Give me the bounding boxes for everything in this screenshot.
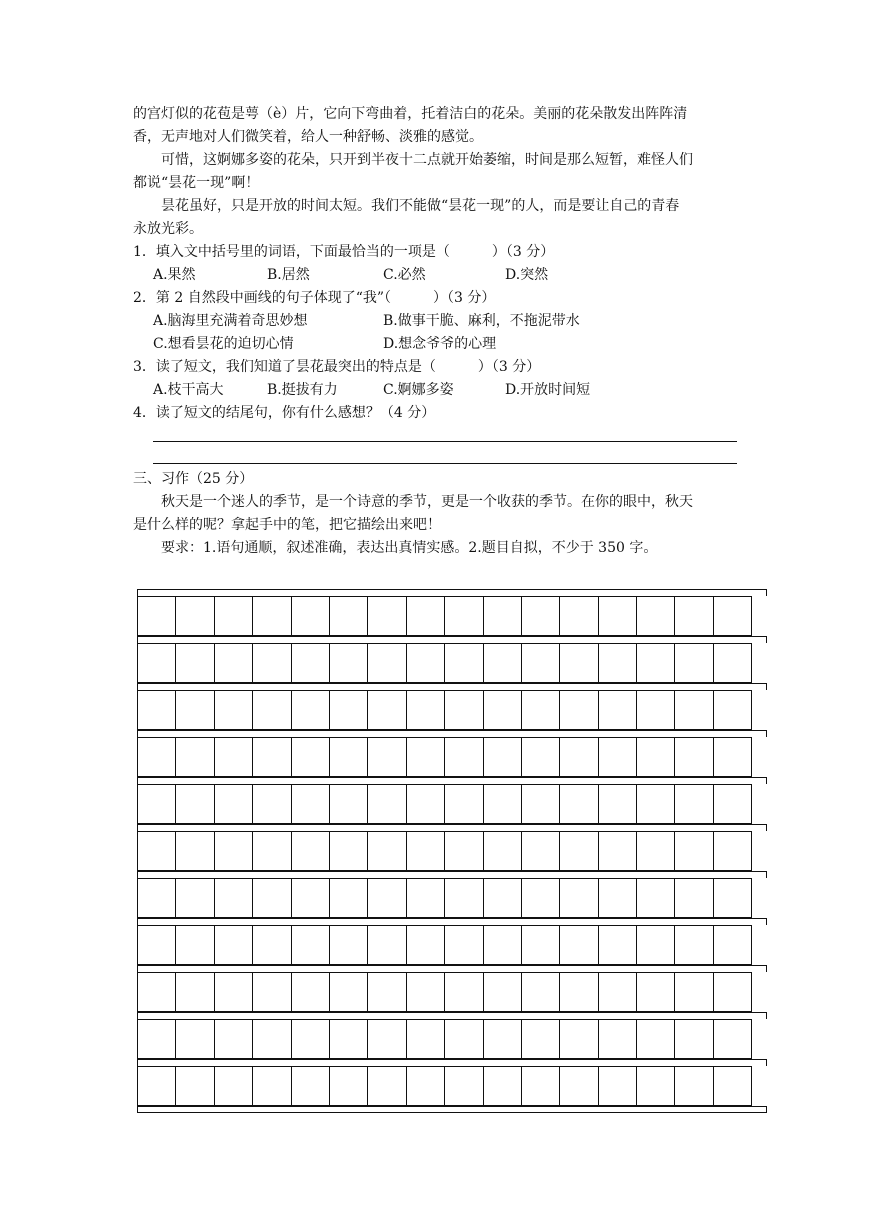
grid-cell[interactable] [713, 972, 752, 1012]
grid-cell[interactable] [674, 690, 713, 730]
grid-row [137, 972, 767, 1012]
grid-cell[interactable] [329, 737, 368, 777]
grid-cell[interactable] [521, 972, 560, 1012]
grid-cell[interactable] [674, 1066, 713, 1106]
grid-spacer [137, 683, 767, 690]
grid-cell[interactable] [444, 1019, 483, 1059]
grid-cell[interactable] [674, 972, 713, 1012]
grid-cell[interactable] [291, 737, 330, 777]
grid-row [137, 596, 767, 636]
grid-cell[interactable] [598, 972, 637, 1012]
grid-cell[interactable] [483, 878, 522, 918]
grid-cell[interactable] [713, 784, 752, 824]
writing-prompt-line: 是什么样的呢？拿起手中的笔，把它描绘出来吧！ [133, 517, 441, 533]
grid-cell[interactable] [444, 643, 483, 683]
grid-cell[interactable] [214, 596, 253, 636]
option-a: A.枝干高大 [153, 382, 224, 398]
answer-line[interactable] [153, 463, 737, 464]
grid-cell[interactable] [483, 1066, 522, 1106]
grid-cell[interactable] [329, 1066, 368, 1106]
grid-cell[interactable] [559, 690, 598, 730]
grid-cell[interactable] [291, 690, 330, 730]
passage-line: 的宫灯似的花苞是萼（è）片，它向下弯曲着，托着洁白的花朵。美丽的花朵散发出阵阵清 [133, 106, 688, 122]
grid-cell[interactable] [559, 878, 598, 918]
grid-cell[interactable] [291, 596, 330, 636]
passage-line: 可惜，这婀娜多姿的花朵，只开到半夜十二点就开始萎缩，时间是那么短暂，难怪人们 [161, 152, 693, 168]
grid-cell[interactable] [559, 972, 598, 1012]
option-a: A.果然 [153, 267, 196, 283]
grid-cell[interactable] [252, 690, 291, 730]
passage-line: 都说“昙花一现”啊！ [133, 175, 260, 191]
grid-cell[interactable] [175, 596, 214, 636]
grid-cell[interactable] [521, 643, 560, 683]
grid-cell[interactable] [175, 878, 214, 918]
grid-cell[interactable] [329, 972, 368, 1012]
grid-cell[interactable] [291, 1066, 330, 1106]
option-c: C.婀娜多姿 [383, 382, 454, 398]
grid-cell[interactable] [483, 737, 522, 777]
grid-cell[interactable] [444, 690, 483, 730]
passage-line: 永放光彩。 [133, 221, 203, 237]
grid-cell[interactable] [636, 643, 675, 683]
grid-cell[interactable] [367, 925, 406, 965]
grid-cell[interactable] [214, 925, 253, 965]
grid-cell[interactable] [444, 878, 483, 918]
grid-cell[interactable] [367, 1066, 406, 1106]
grid-cell[interactable] [444, 1066, 483, 1106]
grid-cell[interactable] [252, 1019, 291, 1059]
grid-cell[interactable] [252, 643, 291, 683]
grid-cell[interactable] [521, 1019, 560, 1059]
grid-cell[interactable] [559, 596, 598, 636]
grid-cell[interactable] [329, 831, 368, 871]
grid-cell[interactable] [175, 831, 214, 871]
grid-cell[interactable] [598, 925, 637, 965]
grid-cell[interactable] [252, 972, 291, 1012]
grid-cell[interactable] [406, 878, 445, 918]
grid-cell[interactable] [329, 784, 368, 824]
grid-spacer [137, 730, 767, 737]
grid-cell[interactable] [483, 831, 522, 871]
grid-cell[interactable] [483, 690, 522, 730]
grid-cell[interactable] [598, 596, 637, 636]
grid-cell[interactable] [636, 737, 675, 777]
question-1: 1．填入文中括号里的词语，下面最恰当的一项是（ ）（3 分） [133, 244, 555, 260]
grid-cell[interactable] [137, 831, 176, 871]
grid-cell[interactable] [329, 690, 368, 730]
grid-cell[interactable] [367, 596, 406, 636]
option-c: C.必然 [383, 267, 426, 283]
option-a: A.脑海里充满着奇思妙想 [153, 313, 308, 329]
grid-cell[interactable] [137, 737, 176, 777]
grid-cell[interactable] [214, 737, 253, 777]
grid-cell[interactable] [674, 784, 713, 824]
grid-cell[interactable] [598, 831, 637, 871]
grid-row [137, 878, 767, 918]
grid-cell[interactable] [674, 1019, 713, 1059]
section-heading: 三、习作（25 分） [133, 471, 254, 487]
composition-grid[interactable] [137, 589, 767, 1113]
grid-cell[interactable] [713, 643, 752, 683]
grid-cell[interactable] [559, 831, 598, 871]
writing-prompt-line: 秋天是一个迷人的季节，是一个诗意的季节，更是一个收获的季节。在你的眼中，秋天 [161, 494, 693, 510]
grid-cell[interactable] [291, 643, 330, 683]
grid-row [137, 643, 767, 683]
question-1-options [133, 264, 743, 287]
grid-cell[interactable] [406, 831, 445, 871]
grid-cell[interactable] [137, 878, 176, 918]
grid-cell[interactable] [598, 878, 637, 918]
grid-cell[interactable] [674, 737, 713, 777]
grid-cell[interactable] [598, 1019, 637, 1059]
grid-cell[interactable] [674, 596, 713, 636]
grid-cell[interactable] [636, 925, 675, 965]
grid-cell[interactable] [636, 690, 675, 730]
grid-cell[interactable] [137, 925, 176, 965]
option-d: D.突然 [505, 267, 549, 283]
grid-cell[interactable] [214, 1066, 253, 1106]
grid-cell[interactable] [214, 878, 253, 918]
grid-cell[interactable] [329, 878, 368, 918]
grid-row [137, 737, 767, 777]
grid-cell[interactable] [521, 737, 560, 777]
grid-cell[interactable] [598, 1066, 637, 1106]
question-2-options-row1 [133, 310, 743, 333]
grid-cell[interactable] [636, 596, 675, 636]
option-b: B.挺拔有力 [267, 382, 338, 398]
grid-cell[interactable] [367, 1019, 406, 1059]
grid-cell[interactable] [252, 831, 291, 871]
grid-cell[interactable] [175, 690, 214, 730]
grid-row [137, 784, 767, 824]
grid-spacer [137, 1012, 767, 1019]
grid-cell[interactable] [559, 1019, 598, 1059]
grid-cell[interactable] [367, 643, 406, 683]
grid-cell[interactable] [175, 1066, 214, 1106]
grid-cell[interactable] [598, 737, 637, 777]
grid-cell[interactable] [214, 784, 253, 824]
grid-row [137, 1019, 767, 1059]
grid-cell[interactable] [406, 925, 445, 965]
grid-row [137, 1066, 767, 1106]
option-b: B.做事干脆、麻利，不拖泥带水 [383, 313, 580, 329]
grid-cell[interactable] [252, 737, 291, 777]
grid-spacer [137, 918, 767, 925]
grid-cell[interactable] [598, 784, 637, 824]
question-2: 2．第 2 自然段中画线的句子体现了“我”（ ）（3 分） [133, 290, 496, 306]
grid-cell[interactable] [291, 925, 330, 965]
grid-cell[interactable] [444, 737, 483, 777]
grid-cell[interactable] [175, 1019, 214, 1059]
option-b: B.居然 [267, 267, 310, 283]
grid-cell[interactable] [444, 972, 483, 1012]
grid-cell[interactable] [406, 1066, 445, 1106]
grid-cell[interactable] [175, 972, 214, 1012]
question-3: 3．读了短文，我们知道了昙花最突出的特点是（ ）（3 分） [133, 359, 541, 375]
grid-cell[interactable] [252, 596, 291, 636]
grid-cell[interactable] [444, 925, 483, 965]
grid-cell[interactable] [636, 972, 675, 1012]
grid-cell[interactable] [214, 972, 253, 1012]
grid-cell[interactable] [521, 1066, 560, 1106]
grid-cell[interactable] [559, 643, 598, 683]
grid-cell[interactable] [483, 784, 522, 824]
grid-cell[interactable] [521, 831, 560, 871]
grid-cell[interactable] [674, 831, 713, 871]
grid-cell[interactable] [252, 925, 291, 965]
grid-cell[interactable] [521, 690, 560, 730]
grid-cell[interactable] [444, 831, 483, 871]
grid-cell[interactable] [598, 690, 637, 730]
grid-cell[interactable] [214, 1019, 253, 1059]
grid-cell[interactable] [137, 690, 176, 730]
grid-cell[interactable] [214, 643, 253, 683]
grid-cell[interactable] [674, 643, 713, 683]
option-d: D.想念爷爷的心理 [383, 336, 497, 352]
grid-cell[interactable] [291, 831, 330, 871]
grid-cell[interactable] [483, 643, 522, 683]
grid-cell[interactable] [521, 925, 560, 965]
option-c: C.想看昙花的迫切心情 [153, 336, 294, 352]
grid-cell[interactable] [291, 784, 330, 824]
writing-requirement: 要求：1.语句通顺，叙述准确，表达出真情实感。2.题目自拟，不少于 350 字。 [161, 540, 658, 556]
grid-cell[interactable] [137, 596, 176, 636]
grid-cell[interactable] [367, 878, 406, 918]
grid-cell[interactable] [483, 972, 522, 1012]
grid-cell[interactable] [367, 831, 406, 871]
grid-cell[interactable] [252, 784, 291, 824]
passage-line: 昙花虽好，只是开放的时间太短。我们不能做“昙花一现”的人，而是要让自己的青春 [161, 198, 680, 214]
grid-cell[interactable] [406, 972, 445, 1012]
grid-cell[interactable] [329, 643, 368, 683]
grid-cell[interactable] [291, 878, 330, 918]
grid-cell[interactable] [521, 596, 560, 636]
grid-cell[interactable] [444, 596, 483, 636]
grid-cell[interactable] [713, 925, 752, 965]
grid-row [137, 690, 767, 730]
grid-cell[interactable] [137, 1019, 176, 1059]
grid-cell[interactable] [713, 596, 752, 636]
grid-cell[interactable] [636, 784, 675, 824]
grid-cell[interactable] [713, 690, 752, 730]
answer-line[interactable] [153, 441, 737, 442]
question-3-options [133, 379, 743, 402]
grid-cell[interactable] [406, 784, 445, 824]
grid-cell[interactable] [252, 878, 291, 918]
grid-cell[interactable] [252, 1066, 291, 1106]
grid-cell[interactable] [137, 1066, 176, 1106]
grid-cell[interactable] [367, 737, 406, 777]
grid-cell[interactable] [713, 831, 752, 871]
grid-cell[interactable] [483, 925, 522, 965]
grid-cell[interactable] [636, 1019, 675, 1059]
grid-spacer [137, 871, 767, 878]
reading-passage [133, 103, 743, 425]
grid-cell[interactable] [291, 1019, 330, 1059]
grid-cell[interactable] [521, 784, 560, 824]
grid-row [137, 831, 767, 871]
grid-cell[interactable] [713, 1066, 752, 1106]
grid-cell[interactable] [559, 925, 598, 965]
grid-cell[interactable] [713, 737, 752, 777]
grid-cell[interactable] [713, 1019, 752, 1059]
grid-spacer [137, 636, 767, 643]
grid-cell[interactable] [406, 690, 445, 730]
grid-cell[interactable] [406, 737, 445, 777]
grid-cell[interactable] [636, 1066, 675, 1106]
grid-cell[interactable] [598, 643, 637, 683]
grid-cell[interactable] [483, 596, 522, 636]
grid-cell[interactable] [406, 596, 445, 636]
grid-cell[interactable] [559, 784, 598, 824]
grid-cell[interactable] [674, 878, 713, 918]
passage-line: 香，无声地对人们微笑着，给人一种舒畅、淡雅的感觉。 [133, 129, 483, 145]
grid-cell[interactable] [367, 690, 406, 730]
grid-row [137, 925, 767, 965]
grid-cell[interactable] [329, 925, 368, 965]
grid-spacer [137, 965, 767, 972]
grid-spacer [137, 777, 767, 784]
grid-cell[interactable] [214, 831, 253, 871]
grid-cell[interactable] [559, 737, 598, 777]
grid-cell[interactable] [636, 831, 675, 871]
grid-cell[interactable] [329, 596, 368, 636]
grid-spacer [137, 1106, 767, 1113]
grid-cell[interactable] [444, 784, 483, 824]
grid-cell[interactable] [291, 972, 330, 1012]
grid-cell[interactable] [367, 972, 406, 1012]
grid-spacer [137, 589, 767, 596]
option-d: D.开放时间短 [505, 382, 591, 398]
grid-spacer [137, 1059, 767, 1066]
grid-cell[interactable] [406, 1019, 445, 1059]
grid-cell[interactable] [713, 878, 752, 918]
writing-section [133, 468, 743, 560]
grid-cell[interactable] [175, 643, 214, 683]
grid-cell[interactable] [137, 972, 176, 1012]
grid-cell[interactable] [559, 1066, 598, 1106]
grid-spacer [137, 824, 767, 831]
grid-cell[interactable] [636, 878, 675, 918]
grid-cell[interactable] [137, 784, 176, 824]
grid-cell[interactable] [175, 784, 214, 824]
grid-cell[interactable] [674, 925, 713, 965]
grid-cell[interactable] [367, 784, 406, 824]
question-2-options-row2 [133, 333, 743, 356]
grid-cell[interactable] [175, 737, 214, 777]
grid-cell[interactable] [214, 690, 253, 730]
grid-cell[interactable] [406, 643, 445, 683]
grid-cell[interactable] [483, 1019, 522, 1059]
grid-cell[interactable] [329, 1019, 368, 1059]
question-4: 4．读了短文的结尾句，你有什么感想？（4 分） [133, 405, 436, 421]
grid-cell[interactable] [137, 643, 176, 683]
grid-cell[interactable] [175, 925, 214, 965]
grid-cell[interactable] [521, 878, 560, 918]
